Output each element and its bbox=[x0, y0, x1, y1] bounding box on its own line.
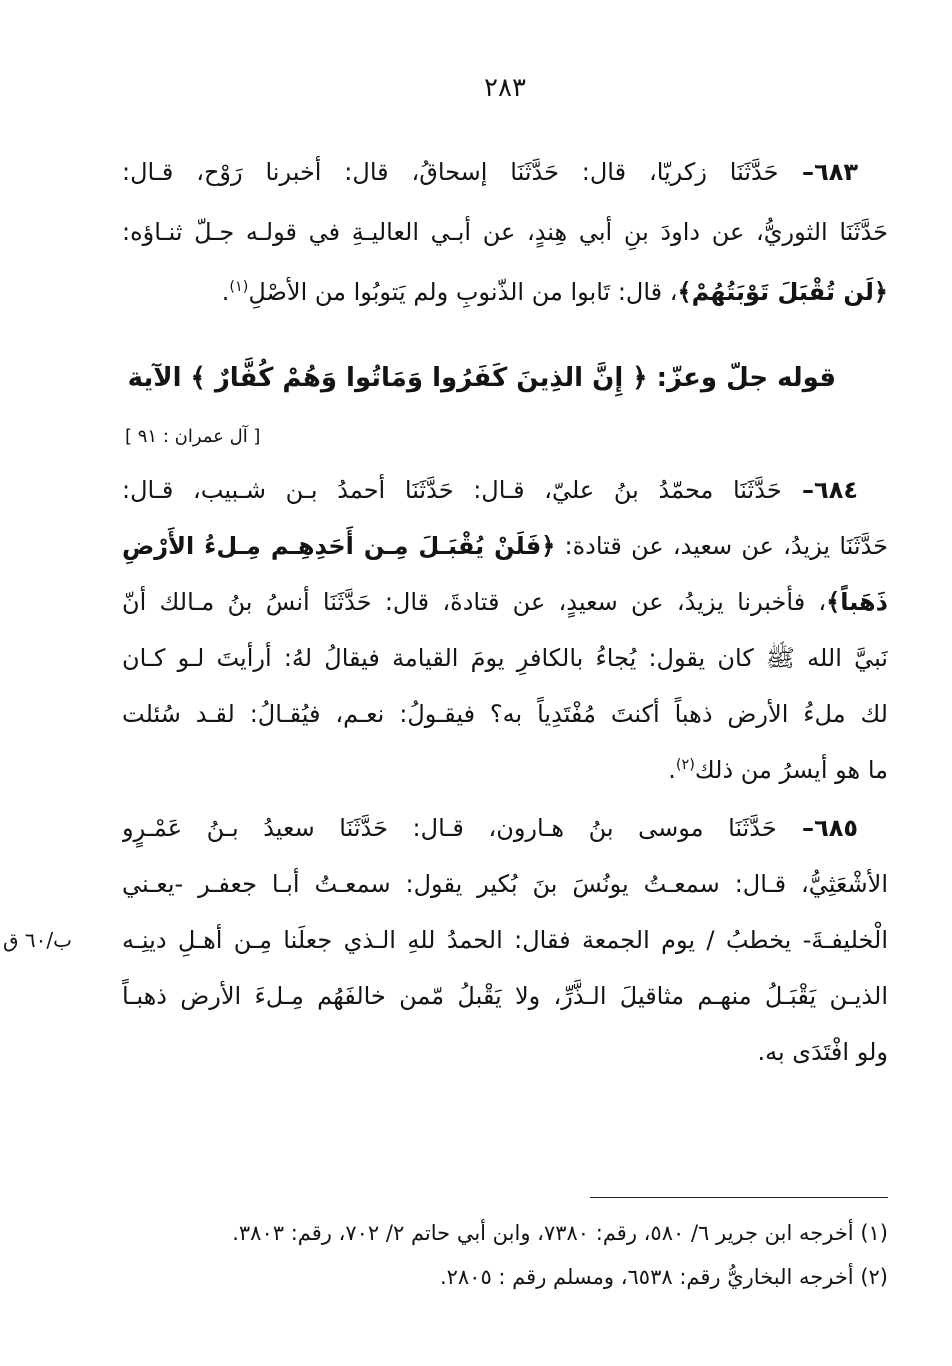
text-run: ، فأخبرنا يزيدُ، عن سعيدٍ، عن قتادةَ، قال: حَدَّثَنَا أنسُ بنُ مـالك أنّ bbox=[122, 588, 827, 616]
folio-margin-note: ق ٦٠/ب bbox=[3, 928, 72, 952]
text-line bbox=[122, 574, 888, 630]
quran-quote: ﴿فَلَنْ يُقْبَـلَ مِـن أَحَدِهِـم مِـلءُ الأَرْضِ bbox=[122, 532, 556, 560]
footnote-marker: (١) bbox=[229, 279, 249, 295]
quran-quote: ذَهَباً﴾ bbox=[826, 588, 888, 616]
text-run: حَدَّثَنَا يزيدُ، عن سعيد، عن قتادة: bbox=[555, 532, 888, 560]
text-run: قوله جلّ وعزّ: bbox=[647, 363, 836, 393]
narration-number: ٦٨٥– bbox=[776, 814, 859, 842]
footnote-2: (٢) أخرجه البخاريُّ رقم: ٦٥٣٨، ومسلم رقم : ٢٨٠٥. bbox=[439, 1265, 888, 1289]
footnote-1: (١) أخرجه ابن جرير ٦/ ٥٨٠، رقم: ٧٣٨٠، وابن أبي حاتم ٢/ ٧٠٢، رقم: ٣٨٠٣. bbox=[232, 1221, 888, 1245]
text-run: ما هو أيسرُ من ذلك bbox=[694, 756, 888, 784]
footnote-rule bbox=[590, 1197, 888, 1198]
text-line bbox=[122, 630, 888, 686]
text-line bbox=[122, 742, 888, 798]
text-line bbox=[122, 462, 888, 518]
text-run: ولو افْتَدَى به. bbox=[757, 1038, 888, 1066]
text-line bbox=[122, 912, 888, 968]
text-line bbox=[122, 856, 888, 912]
text-line bbox=[122, 202, 888, 262]
text-run: الأشْعَثِيُّ، قـال: سمعـتُ يونُسَ بنَ بُكير يقول: سمعـتُ أبـا جعفـر -يعـني bbox=[122, 870, 888, 898]
footnote-marker: (٢) bbox=[675, 757, 695, 773]
narration-684 bbox=[122, 462, 888, 798]
text-line bbox=[122, 1024, 888, 1080]
text-run: حَدَّثَنَا موسى بنُ هـارون، قـال: حَدَّثَنَا سعيدُ بـنُ عَمْـرٍو bbox=[122, 814, 777, 842]
text-line bbox=[122, 518, 888, 574]
quran-quote: ﴿لَن تُقْبَلَ تَوْبَتُهُمْ﴾ bbox=[677, 278, 888, 306]
narration-number: ٦٨٤– bbox=[781, 476, 858, 504]
text-line bbox=[122, 142, 888, 202]
text-run: لك ملءُ الأرض ذهباً أكنتَ مُفْتَدِياً به؟ فيقـولُ: نعـم، فيُقـالُ: لقـد سُئلت bbox=[122, 700, 888, 728]
text-run: حَدَّثَنَا زكريّا، قال: حَدَّثَنَا إسحاقُ، قال: أخبرنا رَوْح، قـال: bbox=[122, 158, 779, 186]
text-run: حَدَّثَنَا محمّدُ بنُ عليّ، قـال: حَدَّثَنَا أحمدُ بـن شـبيب، قـال: bbox=[122, 476, 782, 504]
text-run: نَبيَّ الله ﷺ كان يقول: يُجاءُ بالكافرِ يومَ القيامة فيقالُ لهُ: أرأيتَ لـو كـان bbox=[122, 644, 888, 672]
quran-quote: ﴿ إِنَّ الذِينَ كَفَرُوا وَمَاتُوا وَهُمْ كُفَّارٌ ﴾ bbox=[190, 363, 648, 393]
narration-number: ٦٨٣– bbox=[778, 158, 859, 186]
text-line bbox=[122, 350, 888, 406]
text-run: حَدَّثَنَا الثوريُّ، عن داودَ بنِ أبي هِندٍ، عن أبـي العاليـةِ في قولـه جـلّ ثنـاؤه: bbox=[122, 218, 888, 246]
text-run: الآية bbox=[127, 363, 191, 393]
text-run: ، قال: تَابوا من الذّنوبِ ولم يَتوبُوا من الأصْلِ bbox=[248, 278, 678, 306]
text-line bbox=[122, 262, 888, 322]
text-line bbox=[122, 686, 888, 742]
text-run: الْخليفـةَ- يخطبُ / يوم الجمعة فقال: الحمدُ للهِ الـذي جعلَنا مِـن أهـلِ دينِـه bbox=[122, 926, 888, 954]
text-run: الذيـن يَقْبَـلُ منهـم مثاقيلَ الـذَّرِّ، ولا يَقْبلُ مّمن خالفَهُم مِـلءَ الأرض ذهبـاً bbox=[122, 982, 888, 1010]
text-run: . bbox=[221, 278, 230, 306]
text-line bbox=[122, 968, 888, 1024]
section-heading bbox=[122, 350, 888, 406]
page-number: ٢٨٣ bbox=[484, 73, 526, 103]
narration-683 bbox=[122, 142, 888, 322]
verse-reference: [ آل عمران : ٩١ ] bbox=[125, 426, 261, 447]
text-run: . bbox=[668, 756, 676, 784]
text-line bbox=[122, 800, 888, 856]
narration-685 bbox=[122, 800, 888, 1080]
